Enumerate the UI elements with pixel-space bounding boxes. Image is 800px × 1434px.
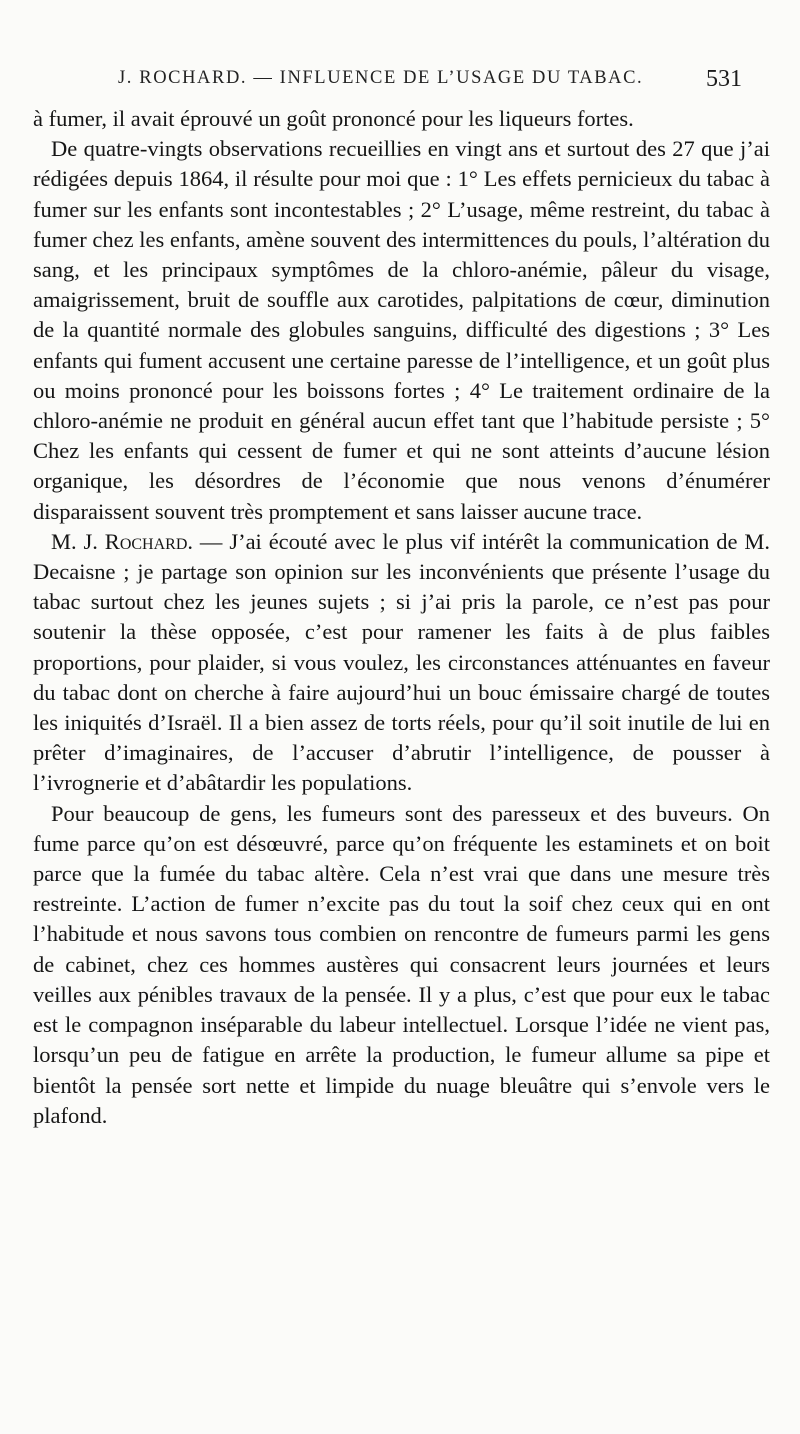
speaker-name: M. J. Rochard. [51,528,194,554]
speaker-text: — J’ai écouté avec le plus vif intérêt la communication de M. Decaisne ; je partage son opinion sur les inconvénients que présente l’usage du tabac surtout chez les jeunes sujets ; si j’ai pris la parole, ce n’est pas pour soutenir la thèse opposée, c’est pour ramener les faits à de plus faibles proportions, pour plaider, si vous voulez, les circonstances atténuantes en faveur du tabac dont on cherche à faire aujourd’hui un bouc émissaire chargé de toutes les iniquités d’Israël. Il a bien assez de torts réels, pour qu’il soit inutile de lui en prêter d’imaginaires, de l’accuser d’abrutir l’intelligence, de pousser à l’ivrognerie et d’abâtardir les populations. [33,528,770,796]
body-text [33,104,770,1131]
paragraph-rochard-intervention [33,527,770,799]
paragraph-fumeurs: Pour beaucoup de gens, les fumeurs sont des paresseux et des buveurs. On fume parce qu’on est désœuvré, parce qu’on fréquente les estaminets et on boit parce que la fumée du tabac altère. Cela n’est vrai que dans une mesure très restreinte. L’action de fumer n’excite pas du tout la soif chez ceux qui en ont l’habitude et nous savons tous combien on rencontre de fumeurs parmi les gens de cabinet, chez ces hommes austères qui consacrent leurs journées et leurs veilles aux pénibles travaux de la pensée. Il y a plus, c’est que pour eux le tabac est le compagnon inséparable du labeur intellectuel. Lorsque l’idée ne vient pas, lorsqu’un peu de fatigue en arrête la production, le fumeur allume sa pipe et bientôt la pensée sort nette et limpide du nuage bleuâtre qui s’envole vers le plafond. [33,800,770,1128]
running-head [0,66,800,96]
paragraph-observations: De quatre-vingts observations recueillies en vingt ans et surtout des 27 que j’ai rédigées depuis 1864, il résulte pour moi que : 1° Les effets pernicieux du tabac à fumer sur les enfants sont incontestables ; 2° L’usage, même restreint, du tabac à fumer chez les enfants, amène souvent des intermittences du pouls, l’altération du sang, et les principaux symptômes de la chloro-anémie, pâleur du visage, amaigrissement, bruit de souffle aux carotides, palpitations de cœur, diminution de la quantité normale des globules sanguins, difficulté des digestions ; 3° Les enfants qui fument accusent une certaine paresse de l’intelligence, et un goût plus ou moins prononcé pour les boissons fortes ; 4° Le traitement ordinaire de la chloro-anémie ne produit en général aucun effet tant que l’habitude persiste ; 5° Chez les enfants qui cessent de fumer et qui ne sont atteints d’aucune lésion organique, les désordres de l’économie que nous venons d’énumérer disparaissent souvent très promptement et sans laisser aucune trace. [33,136,770,524]
paragraph-continuation: à fumer, il avait éprouvé un goût prononcé pour les liqueurs fortes. [33,106,634,131]
page-number: 531 [706,66,742,92]
running-title: J. ROCHARD. — INFLUENCE DE L’USAGE DU TABAC. [118,68,644,88]
